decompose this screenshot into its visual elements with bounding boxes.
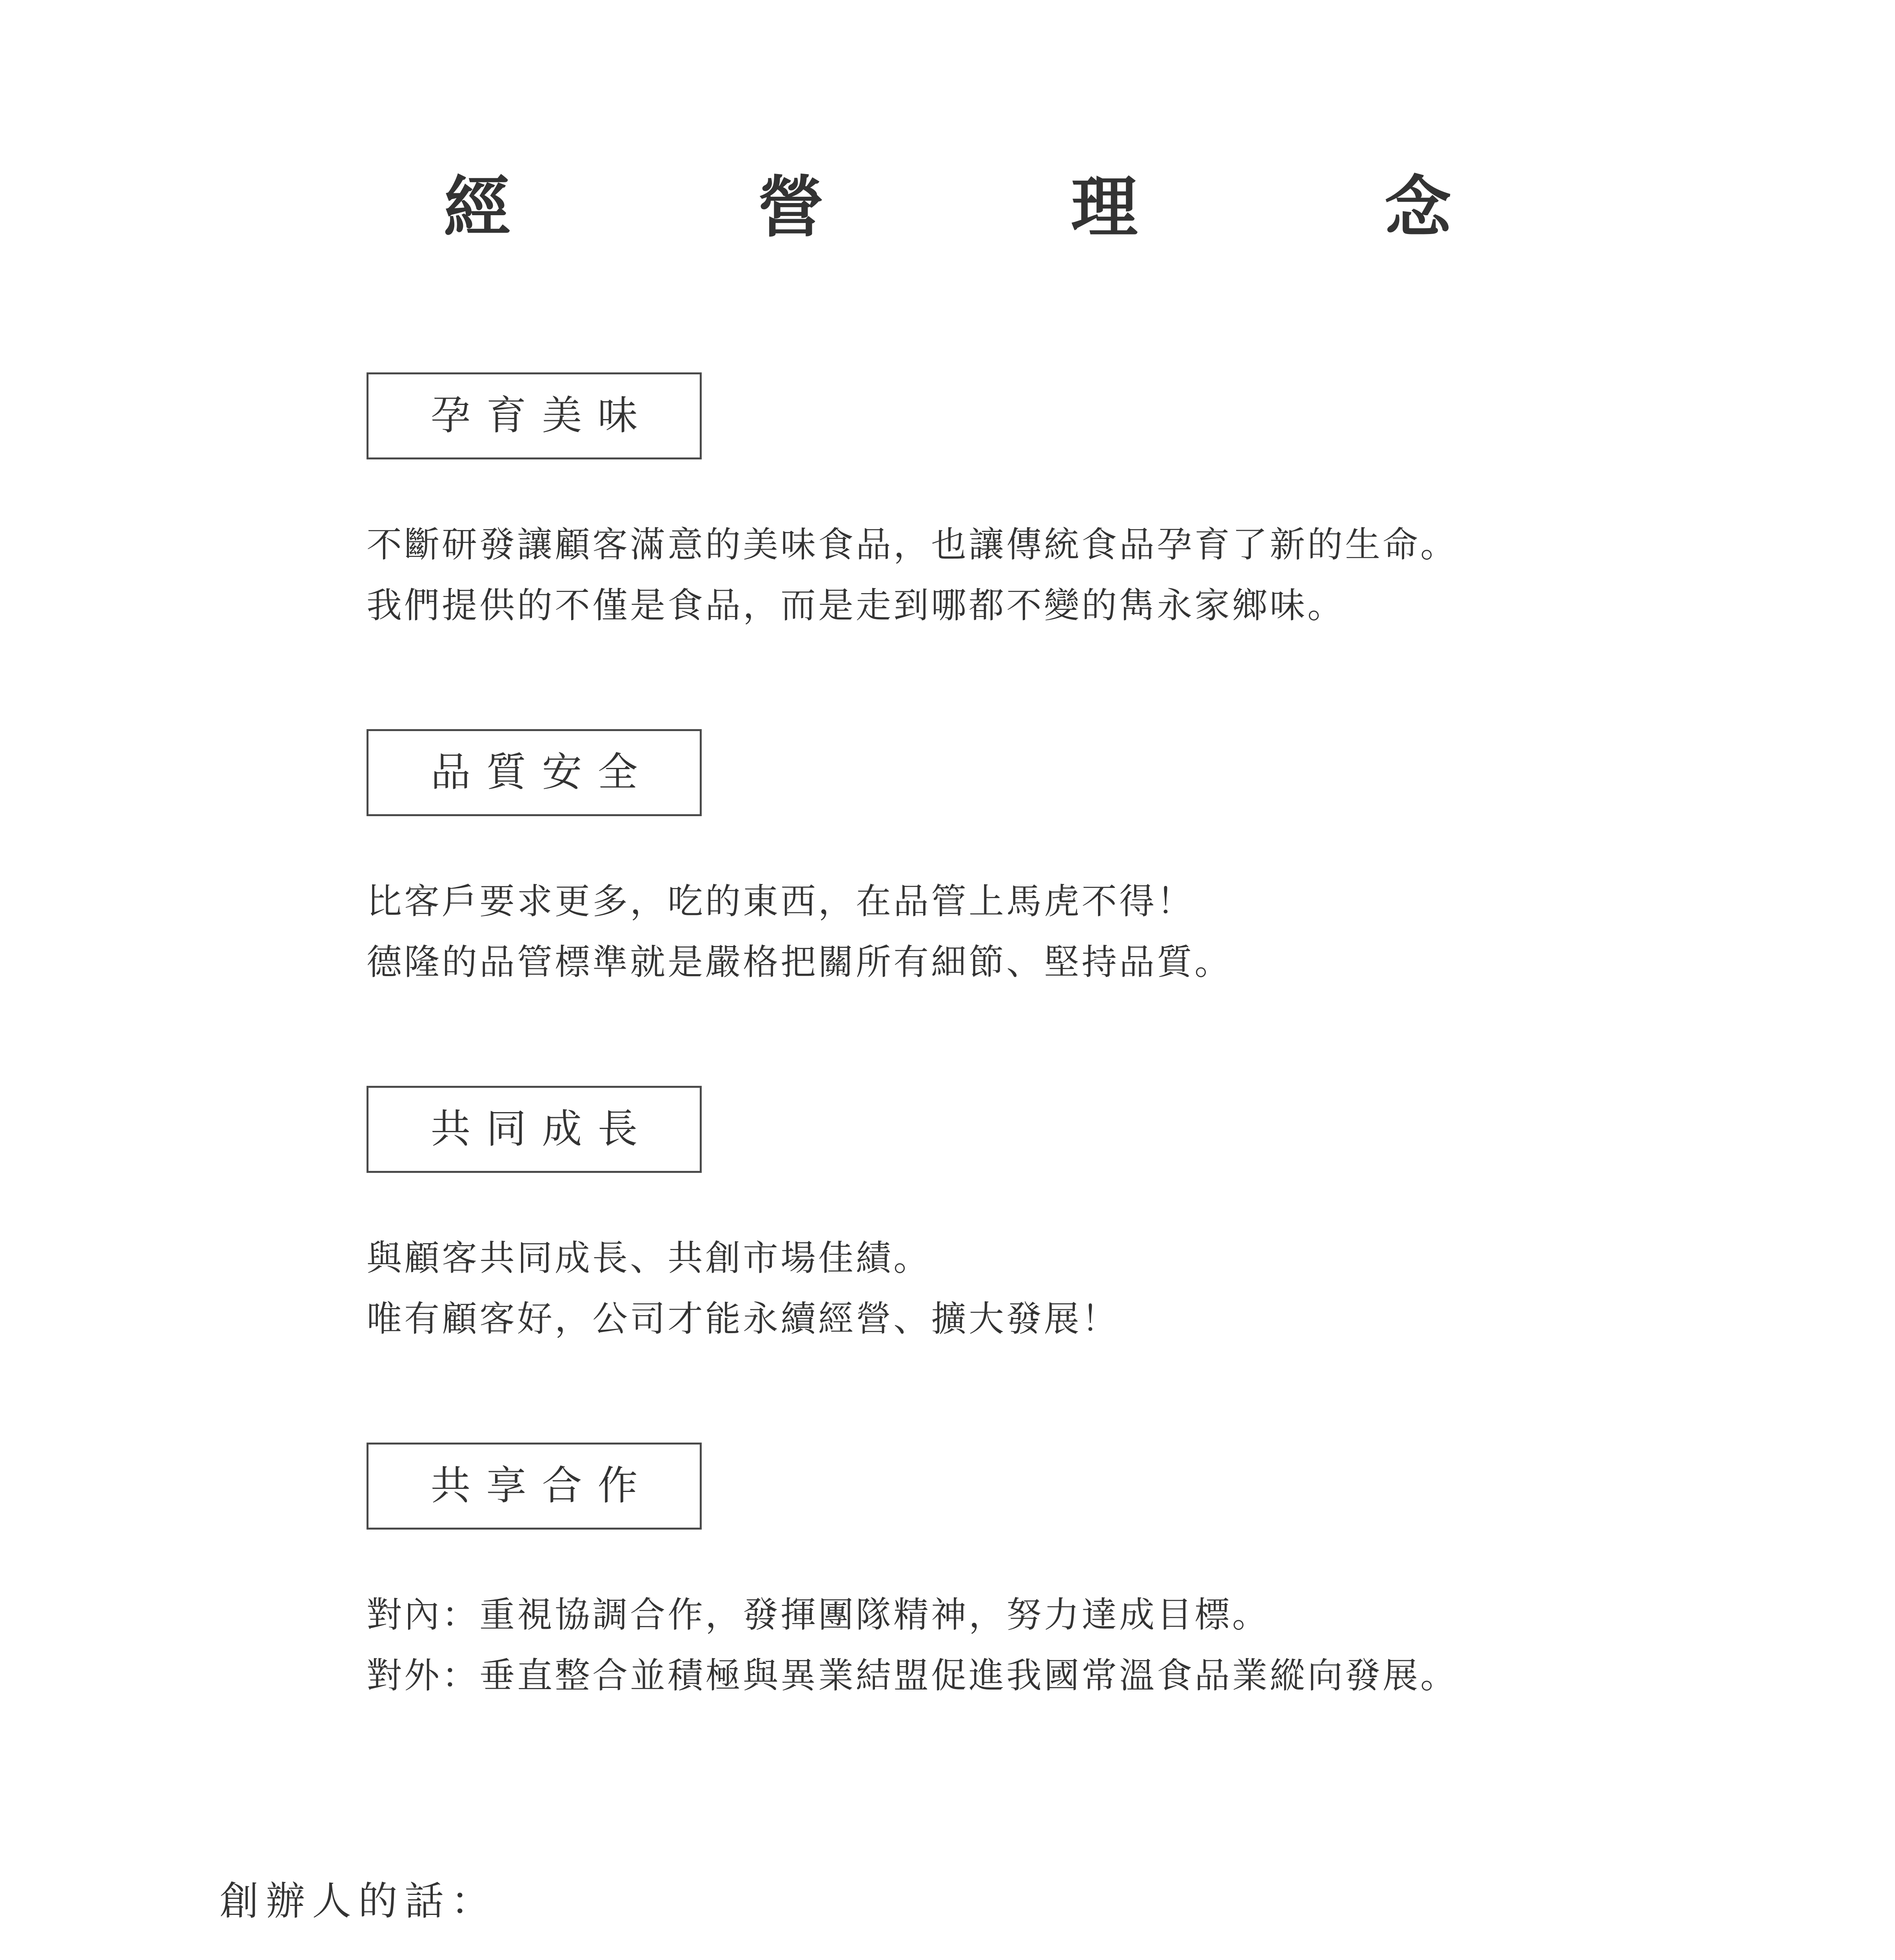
body-line: 唯有顧客好，公司才能永續經營、擴大發展！ [367,1298,1119,1339]
section-body [367,871,1232,993]
body-line: 對外：垂直整合並積極與異業結盟促進我國常溫食品業縱向發展。 [367,1655,1458,1696]
founder-label: 創辦人的話： [220,1878,497,1924]
section-heading-box [367,372,702,459]
section-heading: 共同成長 [430,1106,653,1152]
section-grow-together [367,1086,1119,1349]
body-line: 德隆的品管標準就是嚴格把關所有細節、堅持品質。 [367,942,1232,983]
section-heading-box [367,729,702,816]
body-line: 對內：重視協調合作，發揮團隊精神，努力達成目標。 [367,1594,1270,1635]
body-line: 與顧客共同成長、共創市場佳績。 [367,1238,931,1279]
body-line: 不斷研發讓顧客滿意的美味食品，也讓傳統食品孕育了新的生命。 [367,524,1458,565]
page-title: 經 營 理 念 [443,168,1541,247]
section-heading: 孕育美味 [430,392,653,439]
section-quality-safety [367,729,1232,993]
section-heading: 共享合作 [430,1463,653,1509]
section-nurture-flavor [367,372,1458,636]
section-heading-box [367,1086,702,1173]
section-body [367,1228,1119,1349]
body-line: 我們提供的不僅是食品，而是走到哪都不變的雋永家鄉味。 [367,585,1345,626]
section-heading-box [367,1443,702,1530]
section-heading: 品質安全 [430,749,653,796]
section-body [367,1584,1458,1706]
section-body [367,514,1458,636]
section-share-cooperate [367,1443,1458,1706]
body-line: 比客戶要求更多，吃的東西，在品管上馬虎不得！ [367,881,1194,922]
